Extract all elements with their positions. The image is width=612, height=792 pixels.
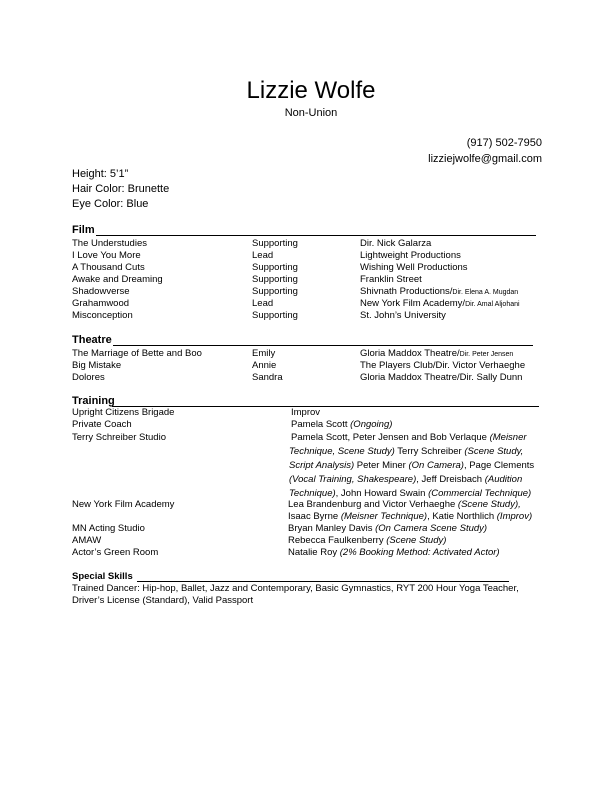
training-desc: Technique, Scene Study) Terry Schreiber (Scene Study, <box>289 446 524 457</box>
film-title: Misconception <box>72 310 133 321</box>
theatre-role: Annie <box>252 360 277 371</box>
training-school: AMAW <box>72 535 102 546</box>
training-school: Terry Schreiber Studio <box>72 432 166 443</box>
section-rule-special-skills <box>137 581 509 582</box>
training-desc: Lea Brandenburg and Victor Verhaeghe (Scene Study), <box>288 499 521 510</box>
theatre-title: Dolores <box>72 372 105 383</box>
training-desc: Natalie Roy (2% Booking Method: Activated Actor) <box>288 547 500 558</box>
film-credit: St. John’s University <box>360 310 446 321</box>
theatre-role: Sandra <box>252 372 283 383</box>
training-school: Upright Citizens Brigade <box>72 407 175 418</box>
training-desc: Rebecca Faulkenberry (Scene Study) <box>288 535 447 546</box>
film-role: Supporting <box>252 238 298 249</box>
section-heading-theatre: Theatre <box>72 334 112 346</box>
film-title: Grahamwood <box>72 298 130 309</box>
film-role: Lead <box>252 250 274 261</box>
film-role: Lead <box>252 298 274 309</box>
training-school: Actor’s Green Room <box>72 547 159 558</box>
training-desc: Pamela Scott (Ongoing) <box>291 419 393 430</box>
film-title: Shadowverse <box>72 286 130 297</box>
training-desc: Pamela Scott, Peter Jensen and Bob Verlaque (Meisner <box>291 432 527 443</box>
training-school: New York Film Academy <box>72 499 175 510</box>
special-skills-text: Trained Dancer: Hip-hop, Ballet, Jazz and Contemporary, Basic Gymnastics, RYT 200 Hour Yoga Teacher, Driver’s License (Standard), Valid Passport <box>72 583 519 606</box>
section-rule-theatre <box>113 345 533 346</box>
section-heading-special-skills: Special Skills <box>72 571 133 582</box>
film-title: I Love You More <box>72 250 141 261</box>
film-title: The Understudies <box>72 238 147 249</box>
film-credit: Wishing Well Productions <box>360 262 468 273</box>
theatre-title: Big Mistake <box>72 360 122 371</box>
theatre-credit: Gloria Maddox Theatre/Dir. Sally Dunn <box>360 372 523 383</box>
section-rule-training <box>112 406 539 407</box>
training-desc: (Vocal Training, Shakespeare), Jeff Dreisbach (Audition <box>289 474 523 485</box>
section-heading-film: Film <box>72 224 95 236</box>
section-rule-film <box>96 235 536 236</box>
training-desc: Script Analysis) Peter Miner (On Camera), Page Clements <box>289 460 535 471</box>
phone-number: (917) 502-7950 <box>466 137 542 149</box>
theatre-role: Emily <box>252 348 276 359</box>
theatre-credit: Gloria Maddox Theatre/Dir. Peter Jensen <box>360 348 514 359</box>
stat-height: Height: 5’1” <box>72 168 129 180</box>
film-credit: New York Film Academy/Dir. Amal Aljohani <box>360 298 520 309</box>
section-heading-training: Training <box>72 395 115 407</box>
training-desc: Isaac Byrne (Meisner Technique), Katie Northlich (Improv) <box>288 511 533 522</box>
training-school: MN Acting Studio <box>72 523 145 534</box>
resume-name: Lizzie Wolfe <box>246 77 376 104</box>
film-role: Supporting <box>252 286 298 297</box>
film-credit: Franklin Street <box>360 274 422 285</box>
film-role: Supporting <box>252 262 298 273</box>
theatre-credit: The Players Club/Dir. Victor Verhaeghe <box>360 360 526 371</box>
film-role: Supporting <box>252 274 298 285</box>
film-role: Supporting <box>252 310 298 321</box>
film-title: A Thousand Cuts <box>72 262 145 273</box>
email-address: lizziejwolfe@gmail.com <box>428 153 542 165</box>
stat-hair-color: Hair Color: Brunette <box>72 183 170 195</box>
theatre-title: The Marriage of Bette and Boo <box>72 348 202 359</box>
union-status: Non-Union <box>284 107 338 119</box>
film-credit: Dir. Nick Galarza <box>360 238 432 249</box>
training-desc: Improv <box>291 407 321 418</box>
film-credit: Shivnath Productions/Dir. Elena A. Mugdan <box>360 286 519 297</box>
training-school: Private Coach <box>72 419 132 430</box>
training-desc: Bryan Manley Davis (On Camera Scene Study) <box>288 523 488 534</box>
film-credit: Lightweight Productions <box>360 250 461 261</box>
training-desc: Technique), John Howard Swain (Commercial Technique) <box>289 488 532 499</box>
stat-eye-color: Eye Color: Blue <box>72 198 149 210</box>
film-title: Awake and Dreaming <box>72 274 163 285</box>
